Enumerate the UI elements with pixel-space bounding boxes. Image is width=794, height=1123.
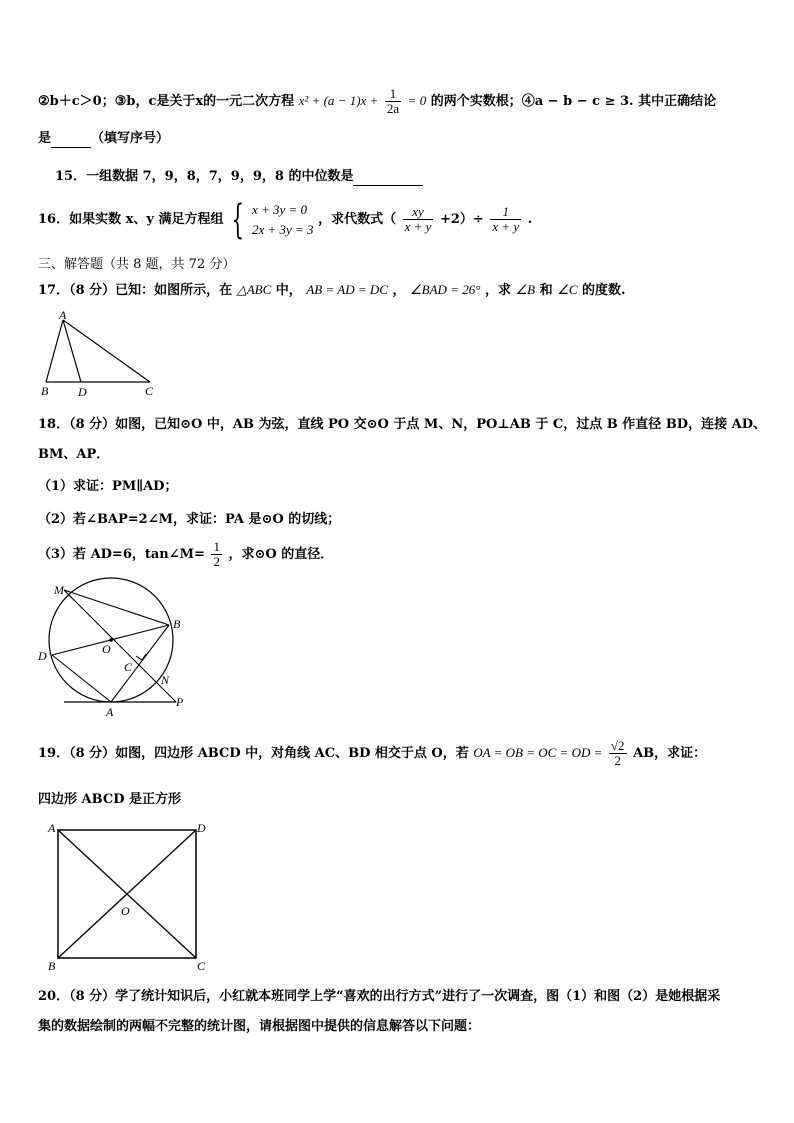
q19-text-b: AB，求证： [633, 746, 707, 761]
q14-equation-left: x² + (a − 1)x + [298, 93, 379, 108]
q18-right-angle-mark [136, 654, 146, 660]
q14-conditions-b: 的两个实数根；④a − b − c ≥ 3. [430, 94, 634, 109]
q14-equation-right: = 0 [407, 93, 427, 108]
q16-fraction-2-numerator: 1 [490, 205, 521, 220]
q14-conditions-a: ②b＋c＞0；③b，c是关于x的一元二次方程 [38, 94, 295, 109]
q15-line [55, 168, 423, 186]
q18-part3-fraction-numerator: 1 [213, 539, 220, 554]
q20-line2: 集的数据绘制的两幅不完整的统计图，请根据图中提供的信息解答以下问题： [38, 1019, 481, 1034]
section3-heading: 三、解答题（共 8 题，共 72 分） [38, 257, 236, 272]
q17-line [38, 281, 626, 300]
q14-conditions-c: 其中正确结论 [638, 94, 717, 109]
q19-label-a: A [48, 821, 56, 835]
q16-fraction-1-numerator: xy [403, 205, 434, 220]
q19-line2: 四边形 ABCD 是正方形 [38, 792, 181, 807]
q18-line1: 18．（8 分）如图，已知⊙O 中，AB 为弦，直线 PO 交⊙O 于点 M、N，PO⊥AB 于 C，过点 B 作直径 BD，连接 AD、 [38, 417, 766, 432]
q17-text-d: 和 [539, 283, 553, 298]
q18-circle-figure [36, 580, 188, 720]
q19-fraction [609, 739, 627, 768]
q18-label-c: C [124, 660, 133, 674]
q17-triangle-figure [38, 310, 168, 400]
q17-condition: AB = AD = DC [306, 282, 388, 297]
q19-fraction-denominator: 2 [614, 753, 621, 768]
q16-system-brace: { [231, 196, 245, 243]
q16-equation-1: x + 3y = 0 [251, 201, 308, 217]
q17-text-a: 17．（8 分）已知：如图所示，在 [38, 283, 233, 298]
q17-label-b: B [41, 384, 49, 398]
q16-equation-system [252, 200, 314, 240]
q19-equation: OA = OB = OC = OD = [473, 745, 603, 760]
q20-line1: 20．（8 分）学了统计知识后，小红就本班同学上学“喜欢的出行方式”进行了一次调查，图（1）和图（2）是她根据采 [38, 989, 721, 1004]
q14-fraction [385, 87, 401, 116]
q14-fraction-numerator: 1 [385, 87, 401, 102]
q14-fraction-denominator: 2a [386, 101, 400, 116]
q16-line [38, 196, 532, 244]
q17-ask-angle-b: ∠B [515, 282, 536, 297]
q16-equation-2: 2x + 3y = 3 [251, 221, 314, 237]
q16-end: . [527, 212, 533, 227]
q19-label-c: C [197, 959, 206, 973]
q17-label-d: D [78, 385, 87, 399]
q14-answer-prompt: 是 [38, 131, 52, 146]
q17-side-ac [63, 320, 150, 382]
q19-line1 [38, 734, 706, 773]
q18-part2: （2）若∠BAP=2∠M，求证：PA 是⊙O 的切线； [38, 512, 341, 527]
q17-segment-ad [63, 320, 81, 382]
q18-label-m: M [54, 583, 64, 597]
q16-fraction-1 [403, 205, 434, 234]
q17-text-c: ，求 [484, 283, 511, 298]
q18-part3 [38, 538, 333, 572]
q16-fraction-2-denominator: x + y [492, 219, 520, 234]
q14-answer-hint: （填写序号） [91, 131, 170, 146]
q18-line-mp [64, 590, 176, 702]
q17-label-a: A [59, 308, 67, 322]
q16-mid: ，求代数式（ [318, 212, 397, 227]
q19-fraction-numerator: √2 [610, 738, 625, 753]
q19-label-b: B [48, 959, 56, 973]
q18-label-b: B [173, 617, 181, 631]
q15-text: 15．一组数据 7，9，8，7，9，9，8 的中位数是 [55, 169, 354, 184]
q14-line1 [38, 87, 716, 116]
q19-text-a: 19．（8 分）如图，四边形 ABCD 中，对角线 AC、BD 相交于点 O，若 [38, 746, 469, 761]
q18-label-p: P [176, 695, 184, 709]
q17-triangle: △ABC [236, 282, 272, 297]
q17-text-b: 中， [275, 283, 302, 298]
q18-label-a: A [106, 705, 114, 719]
q19-label-d: D [197, 821, 206, 835]
q17-angle: ∠BAD = 26° [410, 282, 481, 297]
q17-text-e: 的度数. [582, 283, 626, 298]
q16-prefix: 16．如果实数 x、y 满足方程组 [38, 212, 224, 227]
q18-part3-fraction-denominator: 2 [213, 554, 220, 569]
q17-side-ab [46, 320, 63, 382]
q17-label-c: C [145, 384, 154, 398]
q19-square-figure [44, 818, 214, 978]
q16-fraction-2 [490, 205, 521, 234]
q16-fraction-1-denominator: x + y [404, 219, 432, 234]
q14-answer-blank[interactable] [51, 133, 91, 148]
q17-separator: ， [392, 283, 406, 298]
q18-part3-b: ，求⊙O 的直径． [228, 547, 334, 562]
q18-line2: BM、AP． [38, 447, 110, 462]
q18-label-d: D [38, 649, 47, 663]
q18-part3-fraction [211, 540, 222, 569]
q18-part3-a: （3）若 AD=6，tan∠M= [38, 547, 205, 562]
q18-part1: （1）求证：PM∥AD； [38, 479, 178, 494]
q16-plus: +2）÷ [439, 212, 484, 227]
q18-label-n: N [161, 673, 170, 687]
q19-label-o: O [121, 904, 130, 918]
q15-answer-blank[interactable] [353, 171, 423, 186]
q18-label-o: O [102, 642, 111, 656]
q17-ask-angle-c: ∠C [557, 282, 578, 297]
q18-chord-ab [111, 625, 169, 702]
q14-line2 [38, 130, 169, 148]
